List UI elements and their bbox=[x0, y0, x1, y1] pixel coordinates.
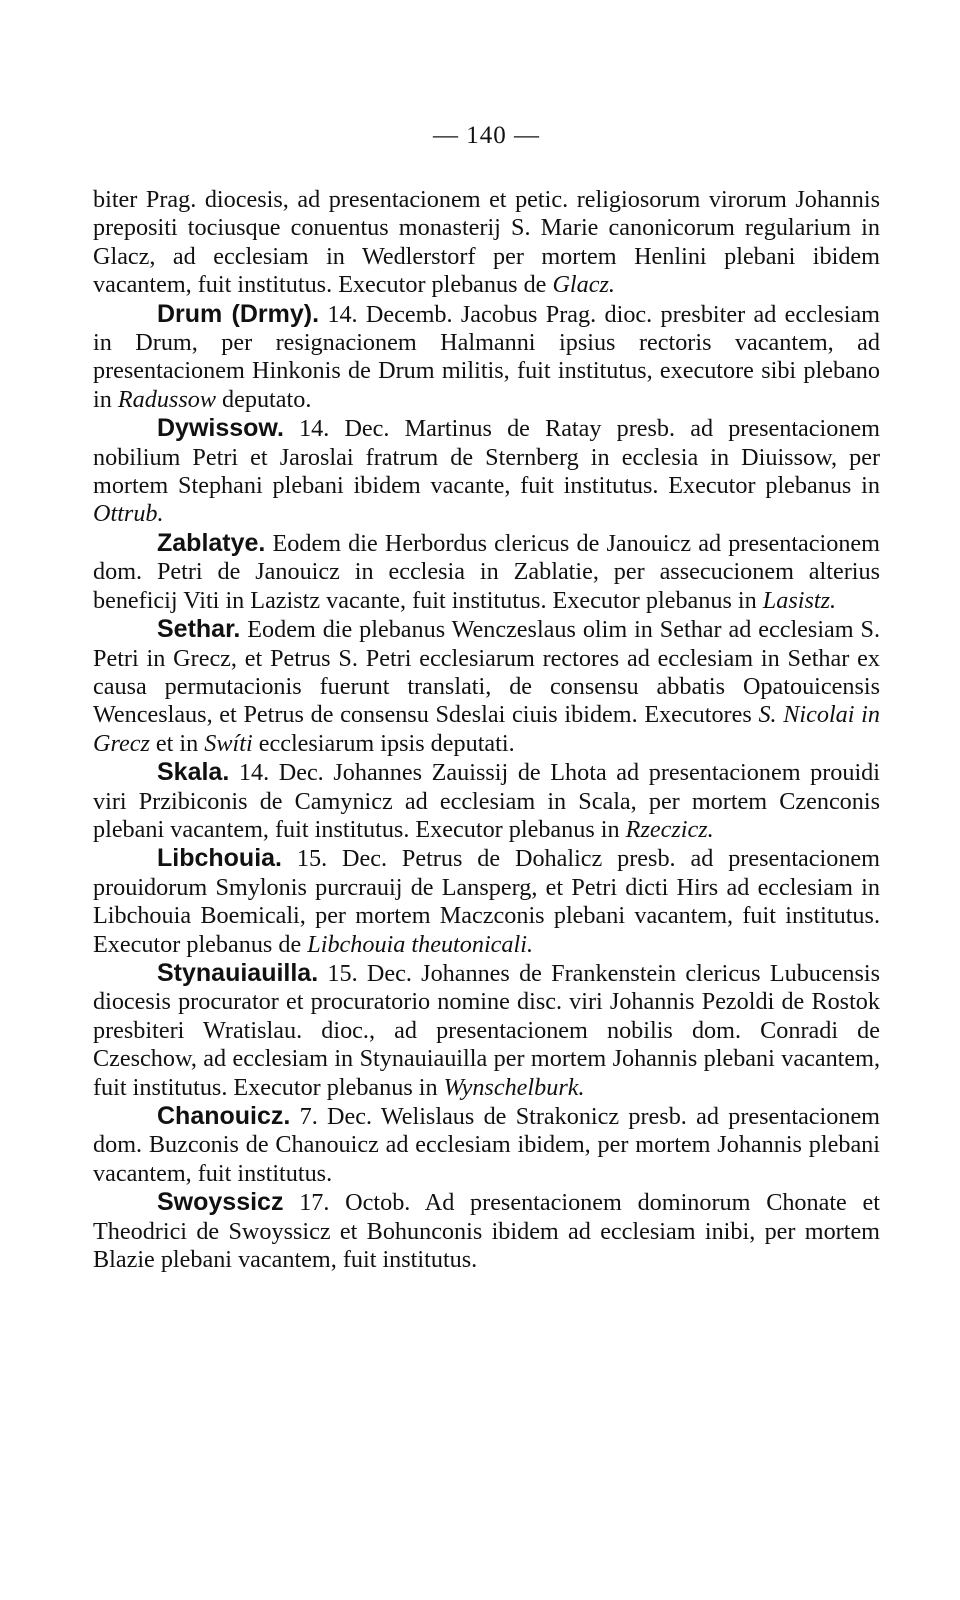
document-body bbox=[93, 186, 880, 1274]
entry-text: biter Prag. diocesis, ad presentacionem et petic. religiosorum virorum Johannis prepositi tociusque conuentus monasterij S. Marie canonicorum regularium in Glacz, ad ecclesiam in Wedlerstorf per mortem Henlini plebani ibidem vacantem, fuit institutus. Executor plebanus de bbox=[93, 186, 880, 299]
entry-paragraph bbox=[93, 844, 880, 959]
entry-text: 17. Octob. Ad presentacionem dominorum Chonate et Theodrici de Swoyssicz et Bohunconis ibidem ad ecclesiam inibi, per mortem Blazie plebani vacantem, fuit institutus. bbox=[93, 1189, 880, 1274]
entry-heading: Swoyssicz bbox=[157, 1188, 284, 1217]
entry-heading: Dywissow. bbox=[157, 414, 284, 443]
entry-paragraph bbox=[93, 186, 880, 300]
italic-place-name: Libchouia theutonicali. bbox=[307, 930, 533, 958]
italic-place-name: Swíti bbox=[204, 729, 253, 757]
entry-text: Eodem die plebanus Wenczeslaus olim in Sethar ad ecclesiam S. Petri in Grecz, et Petrus S. Petri ecclesiarum rectores ad ecclesiam in Sethar ex causa permutacionis fuerunt translati, de consensu abbatis Opatouicensis Wenceslaus, et Petrus de consensu Sdeslai ciuis ibidem. Executores bbox=[93, 616, 880, 729]
entry-heading: Stynauiauilla. bbox=[157, 958, 319, 987]
entry-heading: Chanouicz. bbox=[157, 1102, 291, 1130]
entry-text: Eodem die Herbordus clericus de Janouicz ad presentacionem dom. Petri de Janouicz in ecclesia in Zablatie, per assecucionem alterius beneficij Viti in Lazistz vacante, fuit institutus. Executor plebanus in bbox=[93, 529, 880, 614]
page-number: — 140 — bbox=[433, 122, 540, 149]
entry-paragraph bbox=[93, 300, 880, 415]
entry-text: 15. Dec. Petrus de Dohalicz presb. ad presentacionem prouidorum Smylonis purcrauij de Lansperg, et Petri dicti Hirs ad ecclesiam in Libchouia Boemicali, per mortem Maczconis plebani vacantem, fuit institutus. Executor plebanus de bbox=[93, 845, 880, 958]
entry-text: et in bbox=[149, 729, 205, 757]
entry-heading: Drum (Drmy). bbox=[157, 299, 320, 328]
italic-place-name: Radussow bbox=[117, 385, 216, 413]
entry-paragraph bbox=[93, 1102, 880, 1188]
entry-text: 14. Dec. Johannes Zauissij de Lhota ad presentacionem prouidi viri Przibiconis de Camynicz ad ecclesiam in Scala, per mortem Czenconis plebani vacantem, fuit institutus. Executor plebanus in bbox=[93, 759, 880, 843]
entry-paragraph bbox=[93, 1188, 880, 1274]
entry-heading: Libchouia. bbox=[157, 844, 282, 873]
entry-paragraph bbox=[93, 615, 880, 758]
entry-text: ecclesiarum ipsis deputati. bbox=[252, 729, 515, 757]
entry-text: 14. Decemb. Jacobus Prag. dioc. presbiter ad ecclesiam in Drum, per resignacionem Halmanni ipsius rectoris vacantem, ad presentacionem Hinkonis de Drum militis, fuit institutus, executore sibi plebano in bbox=[93, 300, 880, 413]
italic-place-name: Glacz. bbox=[552, 271, 615, 299]
entry-text: deputato. bbox=[215, 385, 312, 413]
entry-text: 15. Dec. Johannes de Frankenstein clericus Lubucensis diocesis procurator et procuratorio nomine disc. viri Johannis Pezoldi de Rostok presbiteri Wratislau. dioc., ad presentacionem nobilis dom. Conradi de Czeschow, ad ecclesiam in Stynauiauilla per mortem Johannis plebani vacantem, fuit institutus. Executor plebanus in bbox=[93, 959, 880, 1101]
entry-heading: Sethar. bbox=[157, 615, 241, 644]
italic-place-name: S. Nicolai in Grecz bbox=[93, 701, 880, 757]
entry-text: 7. Dec. Welislaus de Strakonicz presb. ad presentacionem dom. Buzconis de Chanouicz ad ecclesiam ibidem, per mortem Johannis plebani vacantem, fuit institutus. bbox=[93, 1103, 880, 1187]
entry-heading: Zablatye. bbox=[157, 528, 266, 557]
entry-paragraph bbox=[93, 529, 880, 615]
italic-place-name: Wynschelburk. bbox=[443, 1073, 585, 1101]
italic-place-name: Ottrub. bbox=[93, 500, 164, 528]
entry-paragraph bbox=[93, 758, 880, 844]
italic-place-name: Lasistz. bbox=[762, 586, 837, 614]
italic-place-name: Rzeczicz. bbox=[625, 815, 714, 843]
entry-paragraph bbox=[93, 414, 880, 529]
entry-heading: Skala. bbox=[157, 758, 230, 787]
entry-text: 14. Dec. Martinus de Ratay presb. ad presentacionem nobilium Petri et Jaroslai fratrum de Sternberg in ecclesia in Diuissow, per mortem Stephani plebani ibidem vacante, fuit institutus. Executor plebanus in bbox=[93, 415, 880, 500]
entry-paragraph bbox=[93, 959, 880, 1102]
